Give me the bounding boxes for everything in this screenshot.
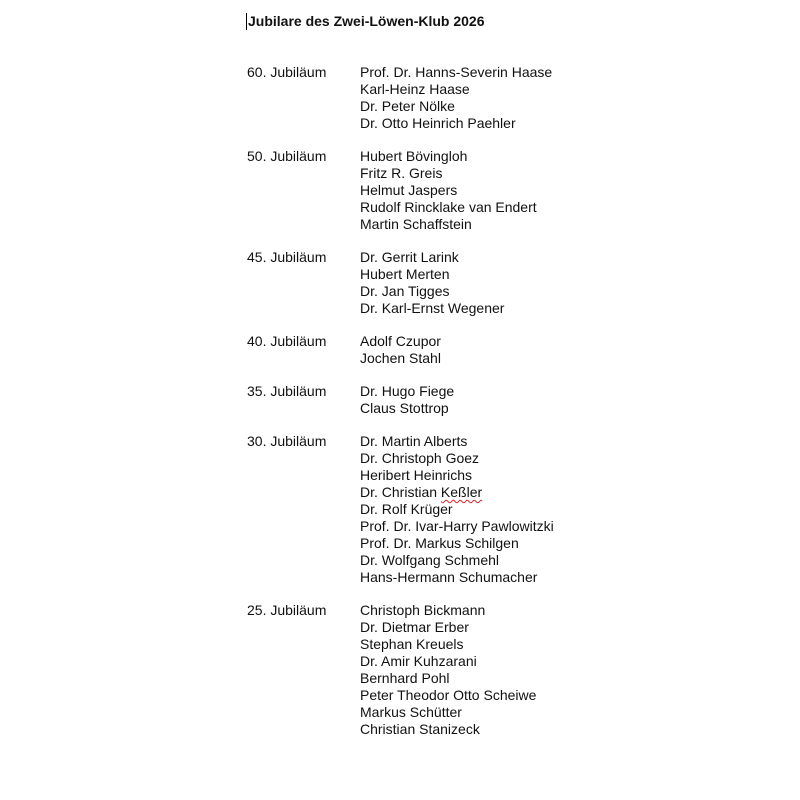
jubilee-label[interactable]: 35. Jubiläum — [247, 383, 327, 399]
member-name[interactable]: Dr. Christoph Goez — [360, 450, 480, 466]
member-list — [360, 383, 647, 417]
member-name[interactable]: Prof. Dr. Markus Schilgen — [360, 535, 519, 551]
member-name[interactable]: Peter Theodor Otto Scheiwe — [360, 687, 537, 703]
member-name[interactable]: Dr. Otto Heinrich Paehler — [360, 115, 516, 131]
member-name[interactable]: Stephan Kreuels — [360, 636, 464, 652]
member-list — [360, 249, 647, 317]
member-name[interactable]: Rudolf Rincklake van Endert — [360, 199, 537, 215]
jubilee-group — [247, 602, 647, 738]
member-name[interactable]: Dr. Martin Alberts — [360, 433, 468, 449]
jubilee-label[interactable]: 30. Jubiläum — [247, 433, 327, 449]
jubilee-label[interactable]: 50. Jubiläum — [247, 148, 327, 164]
jubilee-group — [247, 333, 647, 367]
member-list — [360, 602, 647, 738]
jubilee-group — [247, 249, 647, 317]
member-name[interactable]: Dr. Hugo Fiege — [360, 383, 455, 399]
jubilee-label[interactable]: 25. Jubiläum — [247, 602, 327, 618]
member-name[interactable]: Prof. Dr. Ivar-Harry Pawlowitzki — [360, 518, 554, 534]
jubilee-group — [247, 433, 647, 586]
member-name[interactable]: Dr. Amir Kuhzarani — [360, 653, 477, 669]
member-name[interactable]: Christian Stanizeck — [360, 721, 480, 737]
jubilee-label[interactable]: 45. Jubiläum — [247, 249, 327, 265]
member-name[interactable]: Dr. Christian Keßler — [360, 484, 483, 500]
member-name[interactable]: Martin Schaffstein — [360, 216, 472, 232]
member-name[interactable]: Claus Stottrop — [360, 400, 449, 416]
member-list — [360, 333, 647, 367]
spelling-error-mark[interactable]: Keßler — [440, 484, 483, 500]
jubilee-list — [247, 64, 647, 754]
title-line[interactable] — [246, 12, 485, 30]
jubilee-group — [247, 64, 647, 132]
member-name[interactable]: Fritz R. Greis — [360, 165, 443, 181]
member-list — [360, 148, 647, 233]
member-name[interactable]: Dr. Karl-Ernst Wegener — [360, 300, 505, 316]
member-name[interactable]: Markus Schütter — [360, 704, 462, 720]
member-name[interactable]: Dr. Wolfgang Schmehl — [360, 552, 500, 568]
member-name[interactable]: Dr. Gerrit Larink — [360, 249, 459, 265]
member-name[interactable]: Hans-Hermann Schumacher — [360, 569, 538, 585]
jubilee-group — [247, 148, 647, 233]
jubilee-label[interactable]: 60. Jubiläum — [247, 64, 327, 80]
document-title[interactable]: Jubilare des Zwei-Löwen-Klub 2026 — [248, 13, 485, 29]
member-name[interactable]: Prof. Dr. Hanns-Severin Haase — [360, 64, 553, 80]
member-name[interactable]: Dr. Peter Nölke — [360, 98, 455, 114]
member-list — [360, 433, 647, 586]
member-list — [360, 64, 647, 132]
member-name[interactable]: Dr. Dietmar Erber — [360, 619, 469, 635]
jubilee-group — [247, 383, 647, 417]
member-name[interactable]: Dr. Jan Tigges — [360, 283, 450, 299]
member-name[interactable]: Adolf Czupor — [360, 333, 441, 349]
text-cursor — [246, 13, 247, 30]
member-name[interactable]: Jochen Stahl — [360, 350, 441, 366]
member-name[interactable]: Karl-Heinz Haase — [360, 81, 470, 97]
member-name[interactable]: Heribert Heinrichs — [360, 467, 473, 483]
member-name[interactable]: Christoph Bickmann — [360, 602, 486, 618]
member-name[interactable]: Hubert Merten — [360, 266, 450, 282]
member-name[interactable]: Helmut Jaspers — [360, 182, 458, 198]
member-name[interactable]: Bernhard Pohl — [360, 670, 450, 686]
member-name[interactable]: Hubert Bövingloh — [360, 148, 468, 164]
jubilee-label[interactable]: 40. Jubiläum — [247, 333, 327, 349]
member-name[interactable]: Dr. Rolf Krüger — [360, 501, 453, 517]
